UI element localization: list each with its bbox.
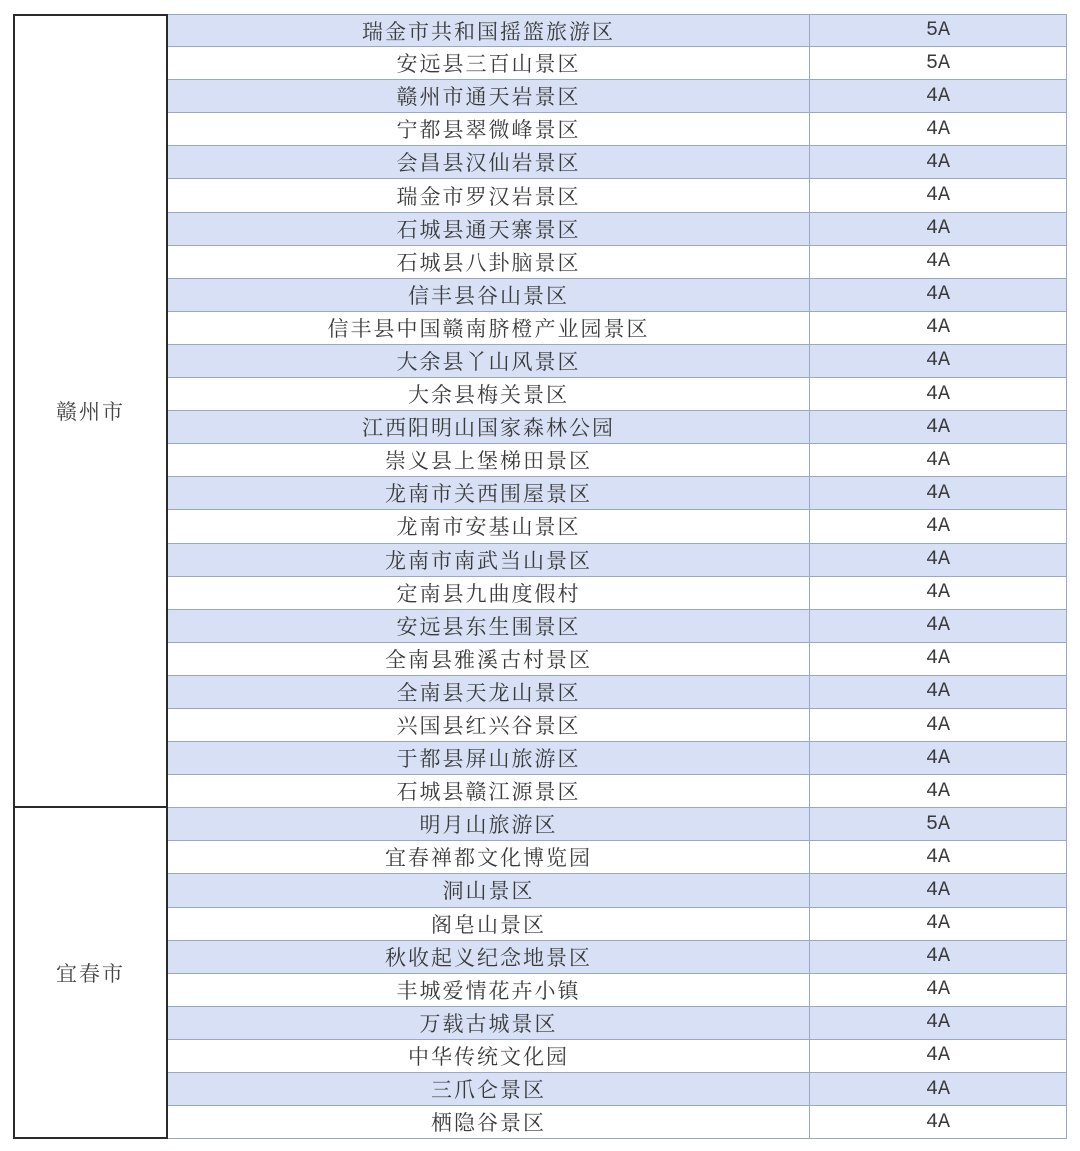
grade-cell: 4A [810, 841, 1067, 873]
scenic-name-cell: 龙南市安基山景区 [168, 510, 810, 542]
table-row [168, 974, 1067, 1007]
scenic-name-cell: 石城县八卦脑景区 [168, 246, 810, 278]
scenic-name-cell: 石城县赣江源景区 [168, 775, 810, 807]
table-row [168, 47, 1067, 80]
grade-cell: 4A [810, 1106, 1067, 1138]
scenic-name-cell: 石城县通天寨景区 [168, 213, 810, 245]
scenic-name-cell: 安远县三百山景区 [168, 47, 810, 79]
grade-cell: 4A [810, 610, 1067, 642]
scenic-name-cell: 三爪仑景区 [168, 1073, 810, 1105]
scenic-name-cell: 赣州市通天岩景区 [168, 80, 810, 112]
grade-cell: 4A [810, 444, 1067, 476]
scenic-name-cell: 信丰县谷山景区 [168, 279, 810, 311]
scenic-name-cell: 定南县九曲度假村 [168, 577, 810, 609]
scenic-name-cell: 栖隐谷景区 [168, 1106, 810, 1138]
grade-cell: 4A [810, 874, 1067, 906]
city-group-yichun [13, 808, 1067, 1139]
scenic-name-cell: 全南县雅溪古村景区 [168, 643, 810, 675]
grade-cell: 4A [810, 709, 1067, 741]
scenic-name-cell: 大余县丫山风景区 [168, 345, 810, 377]
grade-cell: 4A [810, 908, 1067, 940]
grade-cell: 4A [810, 544, 1067, 576]
table-row [168, 179, 1067, 212]
grade-cell: 5A [810, 15, 1067, 46]
table-row [168, 1073, 1067, 1106]
scenic-area-table [13, 14, 1067, 1139]
table-row [168, 510, 1067, 543]
scenic-name-cell: 会昌县汉仙岩景区 [168, 146, 810, 178]
table-row [168, 610, 1067, 643]
scenic-name-cell: 信丰县中国赣南脐橙产业园景区 [168, 312, 810, 344]
table-row [168, 213, 1067, 246]
scenic-name-cell: 瑞金市罗汉岩景区 [168, 179, 810, 211]
grade-cell: 4A [810, 146, 1067, 178]
scenic-name-cell: 洞山景区 [168, 874, 810, 906]
table-row [168, 742, 1067, 775]
table-row [168, 643, 1067, 676]
scenic-name-cell: 宜春禅都文化博览园 [168, 841, 810, 873]
table-row [168, 808, 1067, 841]
table-row [168, 1106, 1067, 1139]
table-row [168, 477, 1067, 510]
grade-cell: 4A [810, 742, 1067, 774]
grade-cell: 4A [810, 510, 1067, 542]
table-row [168, 841, 1067, 874]
table-row [168, 544, 1067, 577]
city-cell: 赣州市 [13, 14, 168, 808]
grade-cell: 4A [810, 1040, 1067, 1072]
scenic-name-cell: 龙南市关西围屋景区 [168, 477, 810, 509]
table-row [168, 411, 1067, 444]
table-row [168, 312, 1067, 345]
grade-cell: 4A [810, 1007, 1067, 1039]
table-row [168, 577, 1067, 610]
table-row [168, 1007, 1067, 1040]
table-row [168, 709, 1067, 742]
scenic-rows [168, 14, 1067, 808]
scenic-name-cell: 兴国县红兴谷景区 [168, 709, 810, 741]
grade-cell: 4A [810, 80, 1067, 112]
scenic-name-cell: 全南县天龙山景区 [168, 676, 810, 708]
table-row [168, 676, 1067, 709]
scenic-name-cell: 中华传统文化园 [168, 1040, 810, 1072]
scenic-name-cell: 阁皂山景区 [168, 908, 810, 940]
table-row [168, 345, 1067, 378]
scenic-name-cell: 崇义县上堡梯田景区 [168, 444, 810, 476]
table-row [168, 775, 1067, 808]
grade-cell: 4A [810, 974, 1067, 1006]
table-row [168, 279, 1067, 312]
scenic-name-cell: 丰城爱情花卉小镇 [168, 974, 810, 1006]
grade-cell: 5A [810, 808, 1067, 840]
scenic-name-cell: 万载古城景区 [168, 1007, 810, 1039]
grade-cell: 4A [810, 312, 1067, 344]
grade-cell: 4A [810, 345, 1067, 377]
table-row [168, 146, 1067, 179]
grade-cell: 5A [810, 47, 1067, 79]
grade-cell: 4A [810, 577, 1067, 609]
scenic-name-cell: 江西阳明山国家森林公园 [168, 411, 810, 443]
scenic-rows [168, 808, 1067, 1139]
scenic-name-cell: 明月山旅游区 [168, 808, 810, 840]
city-cell: 宜春市 [13, 808, 168, 1139]
grade-cell: 4A [810, 775, 1067, 807]
grade-cell: 4A [810, 179, 1067, 211]
grade-cell: 4A [810, 213, 1067, 245]
scenic-name-cell: 安远县东生围景区 [168, 610, 810, 642]
grade-cell: 4A [810, 1073, 1067, 1105]
table-row [168, 874, 1067, 907]
table-row [168, 80, 1067, 113]
city-group-ganzhou [13, 14, 1067, 808]
table-row [168, 246, 1067, 279]
grade-cell: 4A [810, 279, 1067, 311]
grade-cell: 4A [810, 411, 1067, 443]
scenic-name-cell: 宁都县翠微峰景区 [168, 113, 810, 145]
grade-cell: 4A [810, 477, 1067, 509]
grade-cell: 4A [810, 676, 1067, 708]
scenic-name-cell: 秋收起义纪念地景区 [168, 941, 810, 973]
table-row [168, 14, 1067, 47]
grade-cell: 4A [810, 643, 1067, 675]
grade-cell: 4A [810, 113, 1067, 145]
scenic-name-cell: 大余县梅关景区 [168, 378, 810, 410]
scenic-name-cell: 于都县屏山旅游区 [168, 742, 810, 774]
table-row [168, 1040, 1067, 1073]
table-row [168, 113, 1067, 146]
table-row [168, 378, 1067, 411]
scenic-name-cell: 瑞金市共和国摇篮旅游区 [168, 15, 810, 46]
grade-cell: 4A [810, 246, 1067, 278]
table-row [168, 444, 1067, 477]
scenic-name-cell: 龙南市南武当山景区 [168, 544, 810, 576]
table-row [168, 941, 1067, 974]
table-row [168, 908, 1067, 941]
grade-cell: 4A [810, 941, 1067, 973]
grade-cell: 4A [810, 378, 1067, 410]
